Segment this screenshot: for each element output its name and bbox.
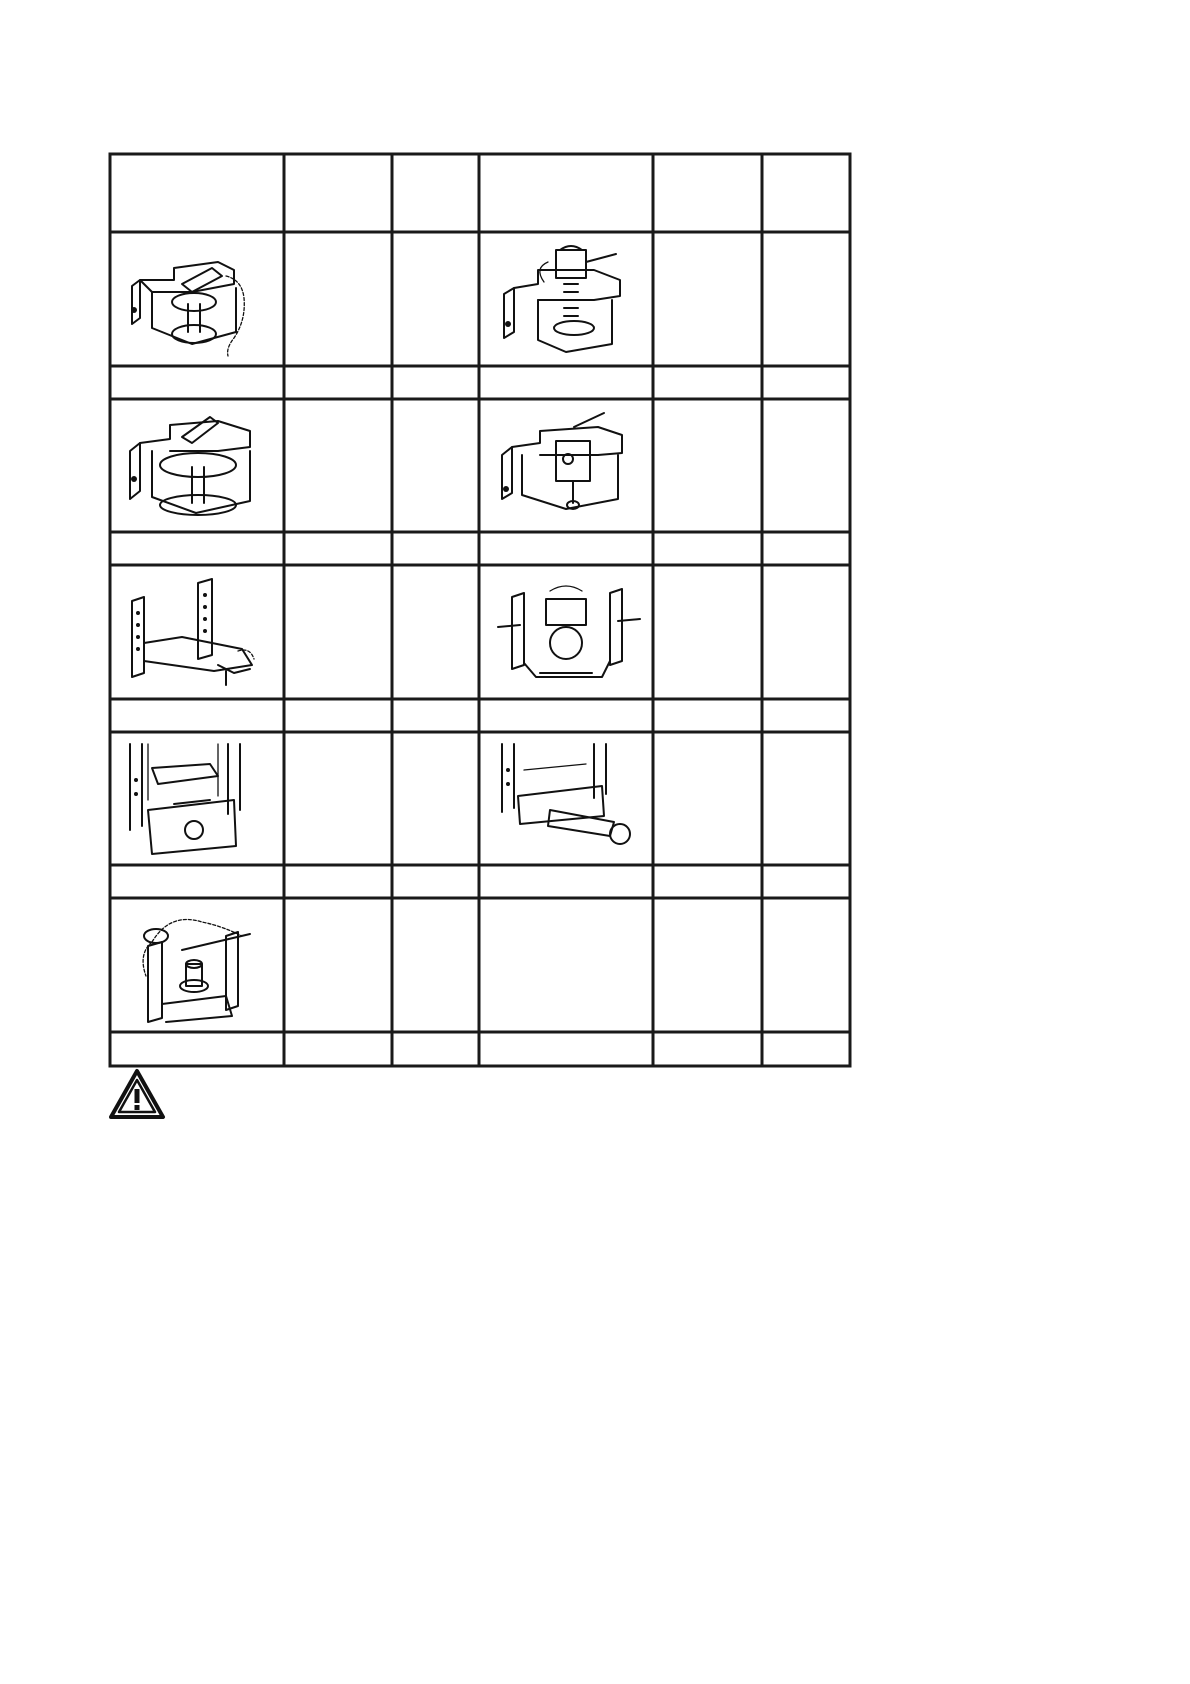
warning-triangle-icon (108, 1068, 166, 1120)
pin-hitch-with-chain-image (122, 906, 272, 1024)
height-adjustable-hitch-drawbar-image (490, 740, 640, 858)
coupling-jaw-with-spring-pin-image (494, 240, 644, 358)
coupling-jaw-automatic-pin-image (494, 407, 644, 525)
coupling-jaw-with-cage-image (122, 407, 272, 525)
height-adjustable-hitch-jaw-image (118, 740, 268, 858)
coupling-hook-jaw-with-chain-image (122, 240, 272, 358)
adjustable-bracket-drawbar-image (122, 573, 272, 691)
ball-hitch-bracket-image (494, 573, 644, 691)
